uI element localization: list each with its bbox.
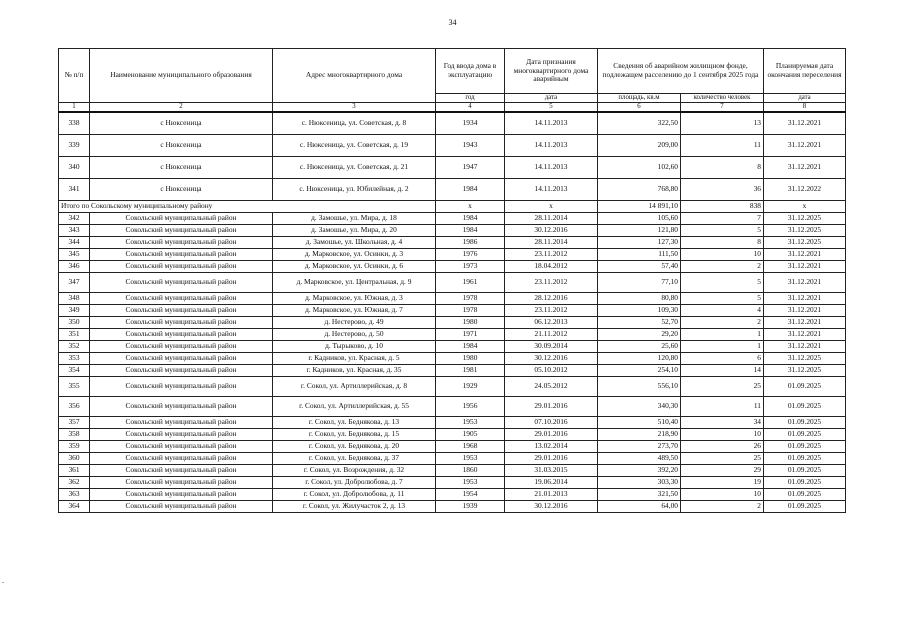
cell-year: 1968 [436, 440, 505, 452]
cell-people: 26 [681, 440, 764, 452]
cell-planned: 01.09.2025 [764, 440, 846, 452]
cell-area: 209,00 [598, 134, 681, 156]
cell-addr: д. Марковское, ул. Осинки, д. 6 [273, 260, 436, 272]
cell-addr: г. Сокол, ул. Артиллерийская, д. 8 [273, 376, 436, 396]
cell-mun: Сокольский муниципальный район [90, 364, 273, 376]
cell-people: 1 [681, 328, 764, 340]
cell-area: 273,70 [598, 440, 681, 452]
cell-mun: с Нюксеница [90, 134, 273, 156]
cell-mun: Сокольский муниципальный район [90, 488, 273, 500]
cell-addr: г. Сокол, ул. Беднякова, д. 13 [273, 416, 436, 428]
cell-addr: д. Нестерово, д. 49 [273, 316, 436, 328]
cell-people: 8 [681, 236, 764, 248]
cell-num: 352 [59, 340, 90, 352]
table-row [59, 340, 846, 352]
cell-mun: Сокольский муниципальный район [90, 224, 273, 236]
table-body [59, 49, 846, 513]
cell-date: 14.11.2013 [505, 134, 598, 156]
cell-num: 363 [59, 488, 90, 500]
cell-year: 1980 [436, 316, 505, 328]
cell-mun: с Нюксеница [90, 156, 273, 178]
cell-planned: 31.12.2021 [764, 328, 846, 340]
cell-planned: 01.09.2025 [764, 376, 846, 396]
cell-area: 52,70 [598, 316, 681, 328]
cell-date: 29.01.2016 [505, 428, 598, 440]
total-area: 14 891,10 [598, 200, 681, 212]
cell-num: 344 [59, 236, 90, 248]
cell-addr: г. Кадников, ул. Красная, д. 35 [273, 364, 436, 376]
cell-people: 25 [681, 376, 764, 396]
cell-date: 05.10.2012 [505, 364, 598, 376]
table-row [59, 352, 846, 364]
header-year-built: Год ввода дома в эксплуатацию [436, 49, 505, 94]
cell-num: 338 [59, 112, 90, 135]
cell-area: 127,30 [598, 236, 681, 248]
cell-mun: Сокольский муниципальный район [90, 328, 273, 340]
cell-num: 364 [59, 500, 90, 512]
cell-planned: 31.12.2021 [764, 292, 846, 304]
cell-date: 28.11.2014 [505, 212, 598, 224]
subheader-area: площадь, кв.м [598, 94, 681, 103]
cell-addr: д. Тырыково, д. 10 [273, 340, 436, 352]
cell-area: 556,10 [598, 376, 681, 396]
cell-area: 111,50 [598, 248, 681, 260]
cell-people: 29 [681, 464, 764, 476]
cell-num: 353 [59, 352, 90, 364]
column-number: 6 [598, 102, 681, 111]
header-planned-date: Планируемая дата окончания переселения [764, 49, 846, 94]
cell-planned: 01.09.2025 [764, 488, 846, 500]
cell-num: 340 [59, 156, 90, 178]
column-number: 1 [59, 102, 90, 111]
cell-area: 392,20 [598, 464, 681, 476]
cell-area: 77,10 [598, 272, 681, 292]
cell-addr: г. Сокол, ул. Добролюбова, д. 11 [273, 488, 436, 500]
cell-planned: 31.12.2021 [764, 134, 846, 156]
cell-year: 1905 [436, 428, 505, 440]
cell-planned: 01.09.2025 [764, 396, 846, 416]
cell-area: 489,50 [598, 452, 681, 464]
cell-addr: г. Сокол, ул. Жилучасток 2, д. 13 [273, 500, 436, 512]
page-number: 34 [448, 18, 457, 27]
cell-mun: Сокольский муниципальный район [90, 272, 273, 292]
total-row [59, 200, 846, 212]
table-row [59, 248, 846, 260]
table-row [59, 224, 846, 236]
cell-mun: Сокольский муниципальный район [90, 304, 273, 316]
cell-mun: Сокольский муниципальный район [90, 212, 273, 224]
cell-addr: д. Марковское, ул. Южная, д. 3 [273, 292, 436, 304]
cell-mun: Сокольский муниципальный район [90, 416, 273, 428]
cell-people: 4 [681, 304, 764, 316]
cell-num: 358 [59, 428, 90, 440]
cell-date: 21.01.2013 [505, 488, 598, 500]
cell-people: 14 [681, 364, 764, 376]
cell-mun: Сокольский муниципальный район [90, 396, 273, 416]
cell-area: 80,80 [598, 292, 681, 304]
subheader-planned: дата [764, 94, 846, 103]
table-row [59, 464, 846, 476]
cell-year: 1984 [436, 212, 505, 224]
cell-mun: Сокольский муниципальный район [90, 376, 273, 396]
cell-area: 510,40 [598, 416, 681, 428]
cell-area: 64,00 [598, 500, 681, 512]
cell-people: 10 [681, 248, 764, 260]
cell-year: 1984 [436, 178, 505, 200]
cell-num: 346 [59, 260, 90, 272]
cell-date: 19.06.2014 [505, 476, 598, 488]
table-row [59, 440, 846, 452]
table-row [59, 364, 846, 376]
cell-year: 1973 [436, 260, 505, 272]
cell-planned: 31.12.2021 [764, 304, 846, 316]
column-number: 3 [273, 102, 436, 111]
cell-area: 25,60 [598, 340, 681, 352]
cell-people: 11 [681, 134, 764, 156]
cell-mun: Сокольский муниципальный район [90, 340, 273, 352]
cell-addr: г. Сокол, ул. Беднякова, д. 37 [273, 452, 436, 464]
cell-area: 321,50 [598, 488, 681, 500]
cell-date: 06.12.2013 [505, 316, 598, 328]
cell-num: 339 [59, 134, 90, 156]
cell-people: 19 [681, 476, 764, 488]
header-recognition-date: Дата признания многоквартирного дома аварийным [505, 49, 598, 94]
cell-people: 7 [681, 212, 764, 224]
cell-year: 1943 [436, 134, 505, 156]
table-row [59, 316, 846, 328]
cell-mun: Сокольский муниципальный район [90, 440, 273, 452]
cell-mun: с Нюксеница [90, 112, 273, 135]
cell-planned: 31.12.2021 [764, 248, 846, 260]
cell-planned: 01.09.2025 [764, 452, 846, 464]
cell-people: 2 [681, 260, 764, 272]
cell-num: 361 [59, 464, 90, 476]
table-row [59, 488, 846, 500]
cell-date: 18.04.2012 [505, 260, 598, 272]
cell-year: 1981 [436, 364, 505, 376]
cell-date: 31.03.2015 [505, 464, 598, 476]
cell-people: 5 [681, 224, 764, 236]
cell-planned: 31.12.2021 [764, 112, 846, 135]
column-number: 2 [90, 102, 273, 111]
cell-mun: Сокольский муниципальный район [90, 428, 273, 440]
cell-area: 218,90 [598, 428, 681, 440]
cell-planned: 31.12.2025 [764, 236, 846, 248]
table-row [59, 156, 846, 178]
cell-people: 5 [681, 272, 764, 292]
cell-year: 1934 [436, 112, 505, 135]
cell-mun: Сокольский муниципальный район [90, 236, 273, 248]
total-year: х [436, 200, 505, 212]
table-row [59, 260, 846, 272]
cell-people: 2 [681, 316, 764, 328]
cell-people: 10 [681, 428, 764, 440]
cell-mun: с Нюксеница [90, 178, 273, 200]
cell-num: 345 [59, 248, 90, 260]
cell-num: 354 [59, 364, 90, 376]
total-label: Итого по Сокольскому муниципальному району [59, 200, 436, 212]
cell-planned: 31.12.2025 [764, 224, 846, 236]
cell-date: 30.09.2014 [505, 340, 598, 352]
table-row [59, 112, 846, 135]
cell-num: 347 [59, 272, 90, 292]
cell-num: 350 [59, 316, 90, 328]
cell-area: 109,30 [598, 304, 681, 316]
cell-year: 1984 [436, 340, 505, 352]
cell-people: 34 [681, 416, 764, 428]
table-row [59, 178, 846, 200]
header-row [59, 49, 846, 94]
cell-addr: с. Нюксеница, ул. Советская, д. 8 [273, 112, 436, 135]
cell-num: 362 [59, 476, 90, 488]
cell-people: 10 [681, 488, 764, 500]
cell-num: 360 [59, 452, 90, 464]
total-date: х [505, 200, 598, 212]
cell-num: 343 [59, 224, 90, 236]
table-row [59, 428, 846, 440]
cell-mun: Сокольский муниципальный район [90, 316, 273, 328]
cell-planned: 31.12.2021 [764, 156, 846, 178]
cell-date: 07.10.2016 [505, 416, 598, 428]
cell-area: 57,40 [598, 260, 681, 272]
cell-mun: Сокольский муниципальный район [90, 292, 273, 304]
cell-date: 14.11.2013 [505, 112, 598, 135]
cell-addr: д. Замошье, ул. Мира, д. 20 [273, 224, 436, 236]
table-row [59, 416, 846, 428]
margin-mark: - [2, 578, 5, 586]
cell-planned: 01.09.2025 [764, 500, 846, 512]
cell-area: 303,30 [598, 476, 681, 488]
cell-area: 29,20 [598, 328, 681, 340]
cell-mun: Сокольский муниципальный район [90, 248, 273, 260]
table-row [59, 328, 846, 340]
cell-mun: Сокольский муниципальный район [90, 452, 273, 464]
cell-addr: д. Нестерово, д. 50 [273, 328, 436, 340]
cell-year: 1953 [436, 452, 505, 464]
table-row [59, 236, 846, 248]
cell-year: 1953 [436, 416, 505, 428]
cell-year: 1978 [436, 304, 505, 316]
cell-num: 341 [59, 178, 90, 200]
header-num: № п/п [59, 49, 90, 103]
cell-mun: Сокольский муниципальный район [90, 464, 273, 476]
subheader-year: год [436, 94, 505, 103]
column-numbers-row [59, 102, 846, 111]
cell-year: 1980 [436, 352, 505, 364]
table-row [59, 272, 846, 292]
cell-addr: д. Замошье, ул. Мира, д. 18 [273, 212, 436, 224]
cell-planned: 31.12.2021 [764, 316, 846, 328]
cell-addr: с. Нюксеница, ул. Советская, д. 21 [273, 156, 436, 178]
cell-year: 1984 [436, 224, 505, 236]
cell-mun: Сокольский муниципальный район [90, 476, 273, 488]
cell-year: 1947 [436, 156, 505, 178]
cell-date: 23.11.2012 [505, 304, 598, 316]
cell-date: 30.12.2016 [505, 224, 598, 236]
cell-num: 348 [59, 292, 90, 304]
column-number: 5 [505, 102, 598, 111]
cell-num: 355 [59, 376, 90, 396]
table-row [59, 396, 846, 416]
cell-addr: с. Нюксеница, ул. Юбилейная, д. 2 [273, 178, 436, 200]
cell-addr: г. Кадников, ул. Красная, д. 5 [273, 352, 436, 364]
cell-addr: д. Марковское, ул. Южная, д. 7 [273, 304, 436, 316]
emergency-housing-table [58, 48, 846, 513]
cell-year: 1954 [436, 488, 505, 500]
cell-year: 1986 [436, 236, 505, 248]
cell-people: 1 [681, 340, 764, 352]
cell-people: 25 [681, 452, 764, 464]
table-row [59, 476, 846, 488]
cell-date: 23.11.2012 [505, 272, 598, 292]
cell-num: 351 [59, 328, 90, 340]
cell-num: 359 [59, 440, 90, 452]
cell-planned: 31.12.2025 [764, 364, 846, 376]
cell-year: 1860 [436, 464, 505, 476]
cell-area: 254,10 [598, 364, 681, 376]
cell-area: 121,80 [598, 224, 681, 236]
cell-date: 14.11.2013 [505, 178, 598, 200]
cell-num: 357 [59, 416, 90, 428]
cell-mun: Сокольский муниципальный район [90, 352, 273, 364]
total-planned: х [764, 200, 846, 212]
header-address: Адрес многоквартирного дома [273, 49, 436, 103]
cell-mun: Сокольский муниципальный район [90, 260, 273, 272]
cell-addr: д. Марковское, ул. Центральная, д. 9 [273, 272, 436, 292]
cell-addr: г. Сокол, ул. Добролюбова, д. 7 [273, 476, 436, 488]
subheader-date: дата [505, 94, 598, 103]
cell-area: 102,60 [598, 156, 681, 178]
cell-people: 11 [681, 396, 764, 416]
table-row [59, 292, 846, 304]
cell-date: 28.11.2014 [505, 236, 598, 248]
cell-date: 29.01.2016 [505, 452, 598, 464]
cell-year: 1953 [436, 476, 505, 488]
cell-planned: 31.12.2022 [764, 178, 846, 200]
cell-date: 23.11.2012 [505, 248, 598, 260]
cell-planned: 31.12.2025 [764, 212, 846, 224]
cell-mun: Сокольский муниципальный район [90, 500, 273, 512]
cell-year: 1971 [436, 328, 505, 340]
cell-date: 29.01.2016 [505, 396, 598, 416]
cell-date: 30.12.2016 [505, 352, 598, 364]
cell-addr: г. Сокол, ул. Артиллерийская, д. 55 [273, 396, 436, 416]
cell-year: 1939 [436, 500, 505, 512]
cell-area: 768,80 [598, 178, 681, 200]
cell-addr: д. Марковское, ул. Осинки, д. 3 [273, 248, 436, 260]
cell-planned: 01.09.2025 [764, 476, 846, 488]
cell-area: 105,60 [598, 212, 681, 224]
cell-planned: 31.12.2025 [764, 352, 846, 364]
cell-planned: 31.12.2021 [764, 260, 846, 272]
cell-num: 349 [59, 304, 90, 316]
cell-people: 2 [681, 500, 764, 512]
cell-date: 28.12.2016 [505, 292, 598, 304]
table-row [59, 212, 846, 224]
cell-num: 342 [59, 212, 90, 224]
cell-people: 36 [681, 178, 764, 200]
cell-area: 322,50 [598, 112, 681, 135]
cell-addr: г. Сокол, ул. Возрождения, д. 32 [273, 464, 436, 476]
header-info: Сведения об аварийном жилищном фонде, подлежащем расселению до 1 сентября 2025 года [598, 49, 764, 94]
cell-year: 1961 [436, 272, 505, 292]
header-municipality: Наименование муниципального образования [90, 49, 273, 103]
cell-planned: 01.09.2025 [764, 416, 846, 428]
cell-addr: д. Замошье, ул. Школьная, д. 4 [273, 236, 436, 248]
cell-people: 6 [681, 352, 764, 364]
column-number: 4 [436, 102, 505, 111]
cell-planned: 01.09.2025 [764, 428, 846, 440]
table-row [59, 304, 846, 316]
column-number: 7 [681, 102, 764, 111]
cell-addr: с. Нюксеница, ул. Советская, д. 19 [273, 134, 436, 156]
subheader-people: количество человек [681, 94, 764, 103]
cell-year: 1929 [436, 376, 505, 396]
table-row [59, 134, 846, 156]
table-row [59, 452, 846, 464]
cell-people: 5 [681, 292, 764, 304]
cell-addr: г. Сокол, ул. Беднякова, д. 15 [273, 428, 436, 440]
cell-year: 1976 [436, 248, 505, 260]
table-row [59, 376, 846, 396]
cell-date: 30.12.2016 [505, 500, 598, 512]
cell-year: 1956 [436, 396, 505, 416]
cell-addr: г. Сокол, ул. Беднякова, д. 20 [273, 440, 436, 452]
cell-year: 1978 [436, 292, 505, 304]
cell-date: 21.11.2012 [505, 328, 598, 340]
cell-date: 13.02.2014 [505, 440, 598, 452]
cell-date: 14.11.2013 [505, 156, 598, 178]
cell-num: 356 [59, 396, 90, 416]
cell-area: 120,80 [598, 352, 681, 364]
cell-planned: 31.12.2021 [764, 272, 846, 292]
cell-planned: 01.09.2025 [764, 464, 846, 476]
cell-area: 340,30 [598, 396, 681, 416]
column-number: 8 [764, 102, 846, 111]
cell-people: 8 [681, 156, 764, 178]
cell-people: 13 [681, 112, 764, 135]
total-people: 838 [681, 200, 764, 212]
cell-date: 24.05.2012 [505, 376, 598, 396]
cell-planned: 31.12.2021 [764, 340, 846, 352]
table-row [59, 500, 846, 512]
